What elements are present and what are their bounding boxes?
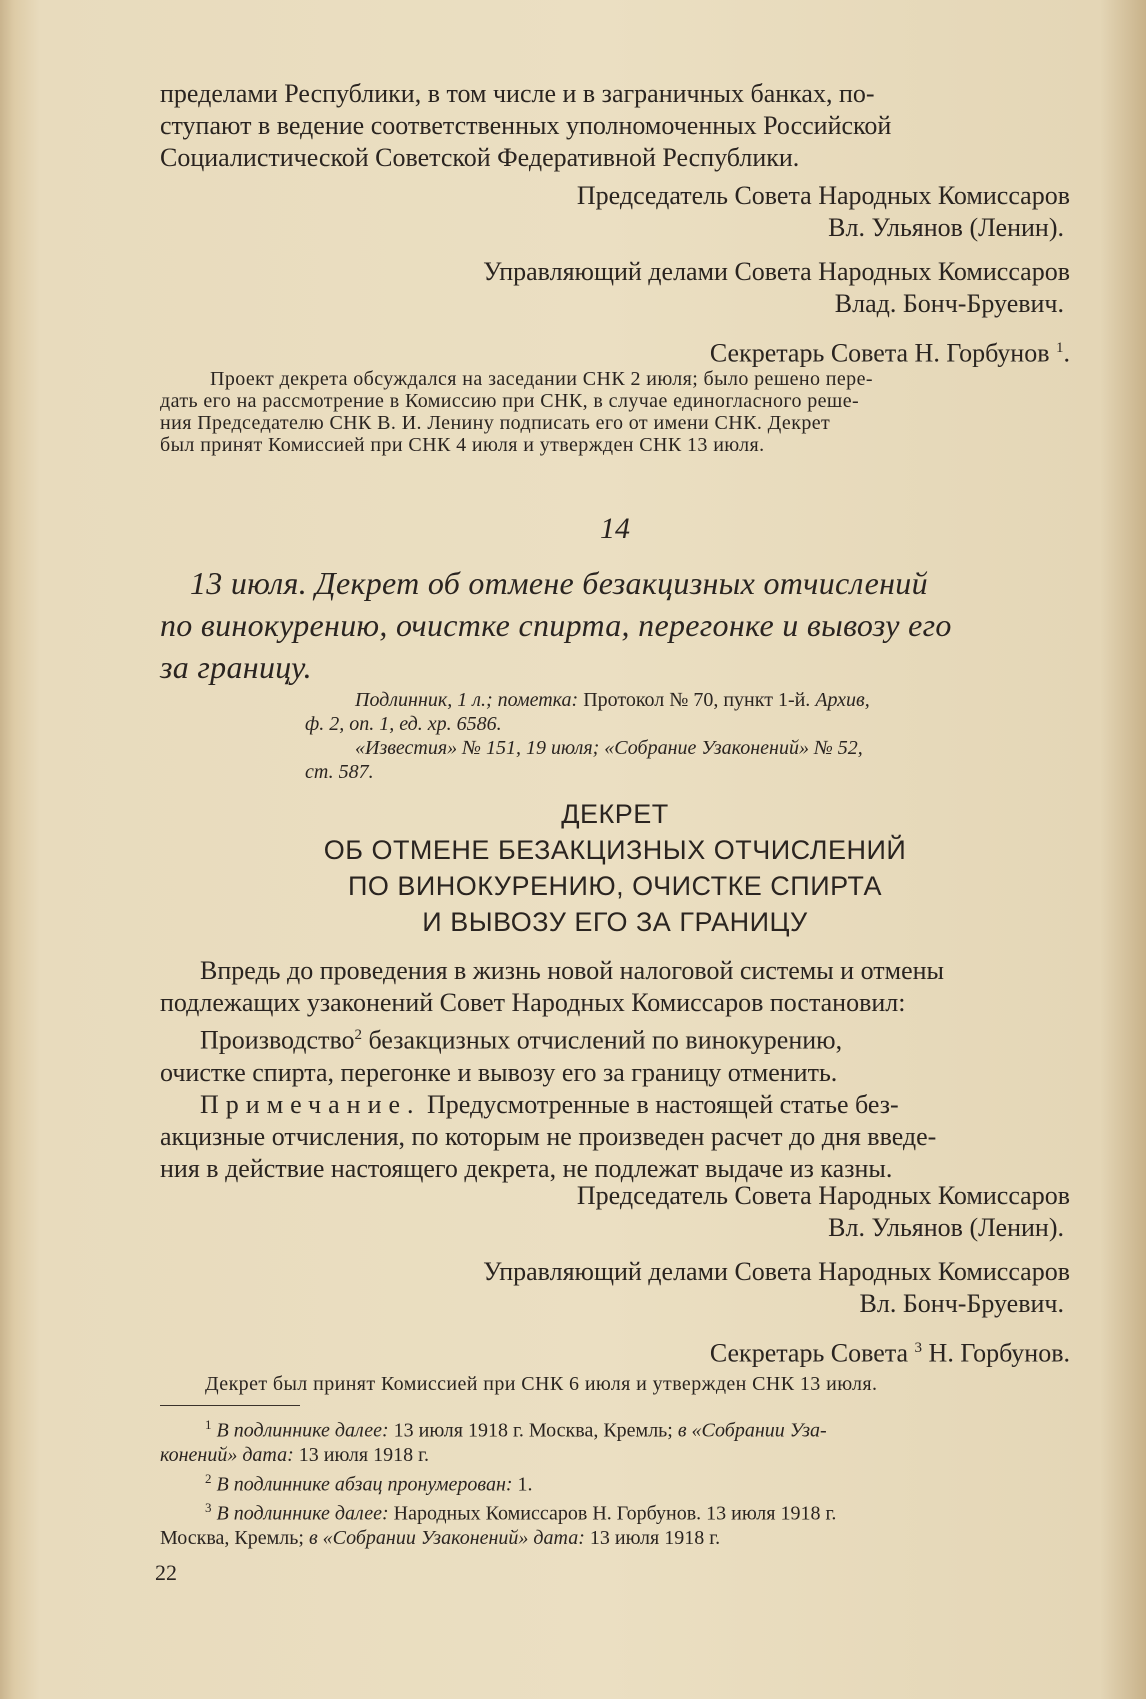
signature-block-1 [160, 180, 1070, 370]
footnote-text: Народных Комиссаров Н. Горбунов. 13 июля 1918 г. [388, 1502, 837, 1525]
footnote-ref: 1 [1056, 340, 1064, 356]
signature-block-2 [160, 1180, 1070, 1370]
chair-name: Вл. Ульянов (Ленин). [828, 213, 1064, 242]
text-line: пределами Республики, в том числе и в заграничных банках, по- [160, 79, 875, 108]
sources-block [305, 688, 1070, 784]
intro-paragraph [160, 78, 1070, 174]
footnote-number: 1 [205, 1417, 212, 1432]
footnote-italic: В подлиннике абзац пронумерован: [216, 1473, 513, 1496]
text-span: безакцизных отчислений по винокурению, [362, 1025, 843, 1055]
text-span: Производство [200, 1025, 355, 1055]
document-number-text: 14 [600, 512, 630, 545]
secretary-text: Секретарь Совета [709, 1338, 909, 1368]
source-line: ст. 587. [305, 761, 374, 783]
text-line: ния в действие настоящего декрета, не подлежат выдаче из казны. [160, 1153, 893, 1183]
manager-title: Управляющий делами Совета Народных Комиссаров [483, 1257, 1070, 1286]
footnote-1 [160, 1413, 1070, 1443]
secretary-line [160, 332, 1070, 370]
footnote-3 [160, 1496, 1070, 1526]
footnote-text: 13 июля 1918 г. [293, 1443, 430, 1466]
footnote-3-cont [160, 1526, 1070, 1550]
decree-body [160, 955, 1070, 1185]
footnote-text: 13 июля 1918 г. Москва, Кремль; [388, 1419, 678, 1442]
note-line: Проект декрета обсуждался на заседании СНК 2 июля; было решено пере- [210, 368, 873, 390]
footnote-number: 2 [205, 1470, 212, 1486]
editorial-note-1 [160, 368, 1070, 456]
period: . [1063, 338, 1070, 368]
note-line: дать его на рассмотрение в Комиссию при СНК, в случае единогласного реше- [160, 390, 860, 412]
footnote-2 [160, 1467, 1070, 1497]
note-label: Примечание. [200, 1089, 421, 1119]
footnote-divider [160, 1405, 300, 1406]
footnote-italic: конений» дата: [160, 1443, 294, 1466]
source-line [305, 688, 1070, 712]
footnote-italic: В подлиннике далее: [216, 1419, 389, 1442]
footnotes [160, 1413, 1070, 1550]
note-line: был принят Комиссией при СНК 4 июля и утвержден СНК 13 июля. [160, 434, 765, 456]
footnote-text: Москва, Кремль; [160, 1526, 309, 1549]
text-line: Социалистической Советской Федеративной Республики. [160, 143, 800, 172]
decree-title-line: И ВЫВОЗУ ЕГО ЗА ГРАНИЦУ [422, 907, 808, 937]
text-span: Предусмотренные в настоящей статье без- [420, 1089, 899, 1119]
footnote-text: 13 июля 1918 г. [584, 1526, 721, 1549]
heading-line: по винокурению, очистке спирта, перегонке и вывозу его [160, 607, 952, 643]
source-line: ф. 2, оп. 1, ед. хр. 6586. [305, 713, 502, 735]
source-line: «Известия» № 151, 19 июля; «Собрание Узаконений» № 52, [355, 737, 863, 759]
document-number [160, 512, 1070, 546]
footnote-text: 1. [512, 1473, 533, 1496]
source-text: Подлинник, 1 л.; пометка: [355, 689, 579, 711]
footnote-number: 3 [205, 1500, 212, 1516]
chair-name: Вл. Ульянов (Ленин). [828, 1213, 1064, 1242]
text-line: акцизные отчисления, по которым не произведен расчет до дня введе- [160, 1121, 937, 1151]
document-heading [160, 562, 1070, 688]
page-number: 22 [155, 1560, 177, 1585]
text-line [160, 1019, 1070, 1057]
chair-title: Председатель Совета Народных Комиссаров [576, 1181, 1070, 1210]
text-line: подлежащих узаконений Совет Народных Комиссаров постановил: [160, 988, 906, 1017]
text-line: очистке спирта, перегонке и вывозу его за границу отменить. [160, 1057, 838, 1087]
decree-title-line: ДЕКРЕТ [561, 799, 669, 829]
note-line: ния Председателю СНК В. И. Ленину подписать его от имени СНК. Декрет [160, 412, 831, 434]
footnote-italic: в «Собрании Уза- [677, 1419, 827, 1442]
manager-title: Управляющий делами Совета Народных Комиссаров [483, 257, 1070, 286]
source-text: Протокол № 70, пункт 1-й. [583, 689, 811, 711]
secretary-text: Секретарь Совета Н. Горбунов [709, 338, 1050, 368]
footnote-ref: 2 [354, 1027, 363, 1043]
decree-title-line: ОБ ОТМЕНЕ БЕЗАКЦИЗНЫХ ОТЧИСЛЕНИЙ [323, 835, 907, 865]
text-line: ступают в ведение соответственных уполномоченных Российской [160, 111, 892, 140]
source-text: Архив, [815, 689, 870, 711]
heading-line: 13 июля. Декрет об отмене безакцизных отчислений [190, 565, 928, 601]
chair-title: Председатель Совета Народных Комиссаров [576, 181, 1070, 210]
secretary-text: Н. Горбунов. [922, 1338, 1070, 1368]
footnote-italic: в «Собрании Узаконений» дата: [308, 1526, 585, 1549]
manager-name: Вл. Бонч-Бруевич. [859, 1289, 1064, 1318]
text-line: Впредь до проведения в жизнь новой налоговой системы и отмены [200, 956, 944, 985]
footnote-ref: 3 [914, 1340, 923, 1356]
footnote-1-cont [160, 1443, 1070, 1467]
text-line [160, 1089, 1070, 1121]
footnote-italic: В подлиннике далее: [216, 1502, 389, 1525]
decree-title [160, 796, 1070, 940]
decree-title-line: ПО ВИНОКУРЕНИЮ, ОЧИСТКЕ СПИРТА [347, 871, 883, 901]
heading-line: за границу. [160, 649, 312, 685]
note-line: Декрет был принят Комиссией при СНК 6 июля и утвержден СНК 13 июля. [205, 1373, 878, 1395]
secretary-line [160, 1332, 1070, 1370]
editorial-note-2 [160, 1373, 1070, 1395]
manager-name: Влад. Бонч-Бруевич. [834, 289, 1064, 318]
